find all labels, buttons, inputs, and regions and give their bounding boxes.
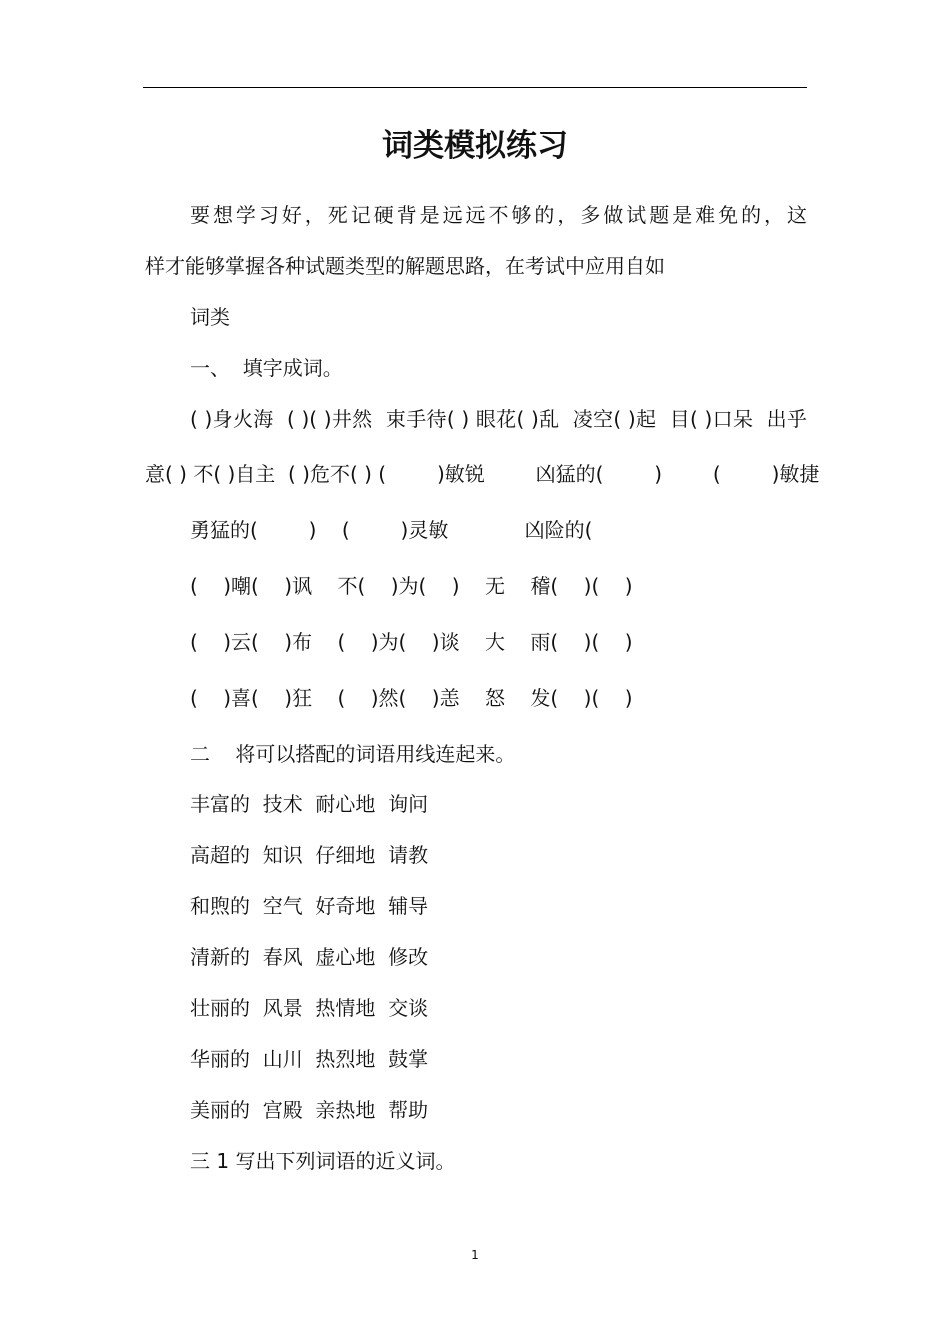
part2-row: 壮丽的 风景 热情地 交谈 [190,996,429,1020]
part1-row: ( )喜( )狂 ( )然( )恙 怒 发( )( ) [190,686,633,710]
part3-heading: 三 1 写出下列词语的近义词。 [190,1149,456,1173]
part1-row: 意( ) 不( )自主 ( )危不( ) ( )敏锐 凶猛的( ) ( )敏捷 [145,462,820,486]
part2-row: 高超的 知识 仔细地 请教 [190,843,429,867]
part2-heading: 二 将可以搭配的词语用线连起来。 [190,742,516,766]
page-number: 1 [471,1248,479,1262]
section-label: 词类 [190,305,230,329]
part2-row: 丰富的 技术 耐心地 询问 [190,792,429,816]
part2-row: 和煦的 空气 好奇地 辅导 [190,894,429,918]
intro-line-1: 要想学习好，死记硬背是远远不够的，多做试题是难免的，这 [190,203,807,227]
part2-row: 清新的 春风 虚心地 修改 [190,945,429,969]
part1-row: 勇猛的( ) ( )灵敏 凶险的( [190,518,593,542]
header-rule [143,87,807,88]
part1-row: ( )云( )布 ( )为( )谈 大 雨( )( ) [190,630,633,654]
part1-heading: 一、 填字成词。 [190,356,343,380]
intro-line-2: 样才能够掌握各种试题类型的解题思路，在考试中应用自如 [145,254,665,278]
part2-row: 美丽的 宫殿 亲热地 帮助 [190,1098,429,1122]
page-title: 词类模拟练习 [382,128,568,164]
part2-row: 华丽的 山川 热烈地 鼓掌 [190,1047,429,1071]
part1-row: ( )身火海 ( )( )井然 束手待( ) 眼花( )乱 凌空( )起 目( )口呆 出乎 [190,407,807,431]
part1-row: ( )嘲( )讽 不( )为( ) 无 稽( )( ) [190,574,633,598]
